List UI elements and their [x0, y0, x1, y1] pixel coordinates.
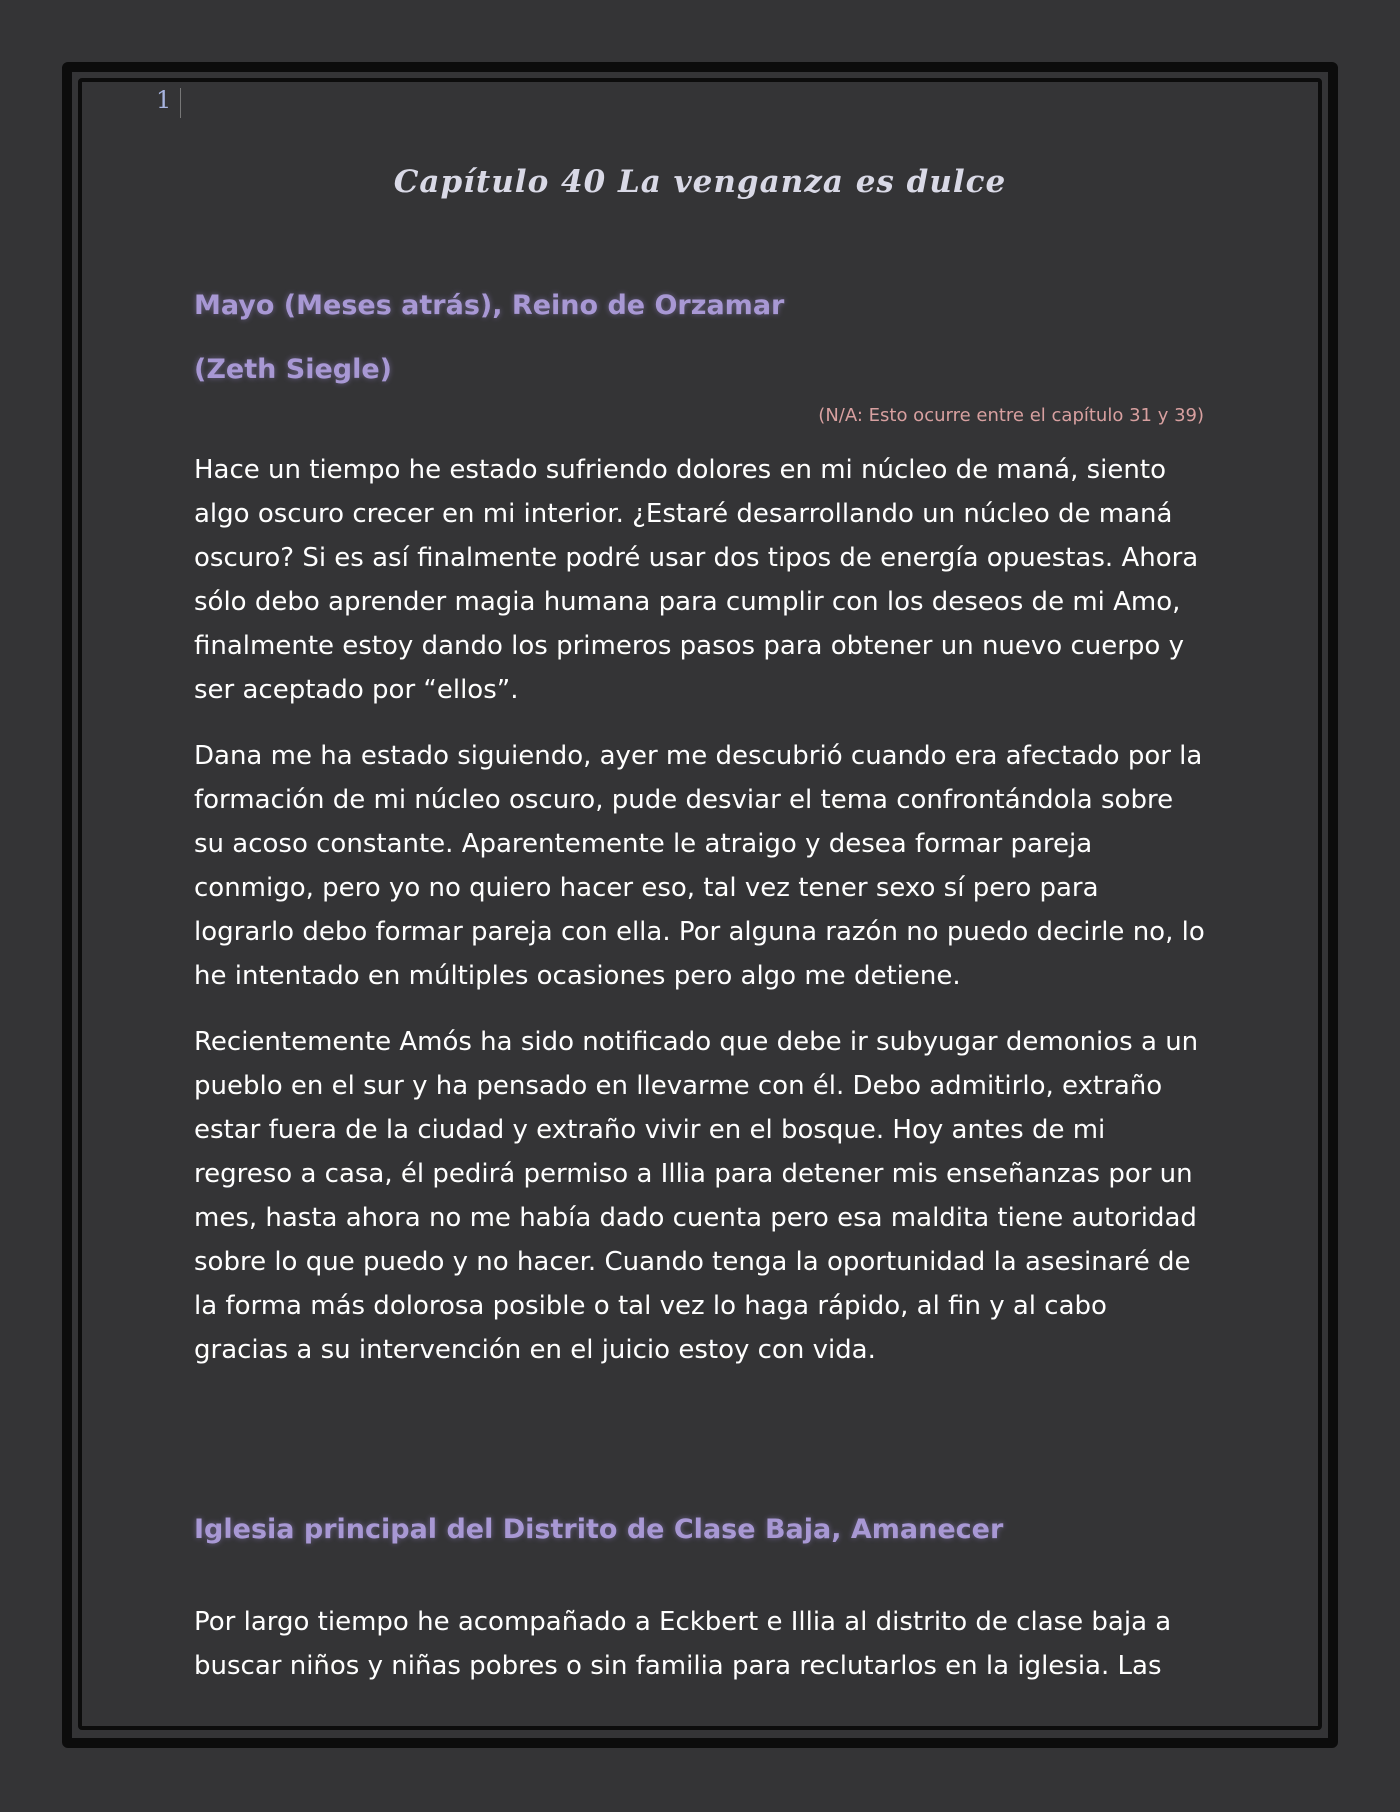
chapter-title: Capítulo 40 La venganza es dulce: [393, 164, 1007, 200]
section-heading-church: Iglesia principal del Distrito de Clase Baja, Amanecer: [194, 1514, 1004, 1545]
body-paragraph-2: Dana me ha estado siguiendo, ayer me descubrió cuando era afectado por la formación de mi núcleo oscuro, pude desviar el tema confrontándola sobre su acoso constante. Aparentemente le atraigo y desea formar pareja conmigo, pero yo no quiero hacer eso, tal vez tener sexo sí pero para lograrlo debo formar pareja con ella. Por alguna razón no puedo decirle no, lo he intentado en múltiples ocasiones pero algo me detiene.: [194, 741, 1205, 991]
document-content: [194, 150, 1206, 1688]
section-heading-location: Mayo (Meses atrás), Reino de Orzamar: [194, 290, 785, 321]
section-heading-narrator: (Zeth Siegle): [194, 354, 393, 385]
author-note: (N/A: Esto ocurre entre el capítulo 31 y 39): [818, 405, 1204, 426]
page-number-divider: [180, 88, 181, 118]
body-paragraph-1: Hace un tiempo he estado sufriendo dolores en mi núcleo de maná, siento algo oscuro crecer en mi interior. ¿Estaré desarrollando un núcleo de maná oscuro? Si es así finalmente podré usar dos tipos de energía opuestas. Ahora sólo debo aprender magia humana para cumplir con los deseos de mi Amo, finalmente estoy dando los primeros pasos para obtener un nuevo cuerpo y ser aceptado por “ellos”.: [194, 455, 1199, 705]
body-paragraph-3: Recientemente Amós ha sido notificado que debe ir subyugar demonios a un pueblo en el sur y ha pensado en llevarme con él. Debo admitirlo, extraño estar fuera de la ciudad y extraño vivir en el bosque. Hoy antes de mi regreso a casa, él pedirá permiso a Illia para detener mis enseñanzas por un mes, hasta ahora no me había dado cuenta pero esa maldita tiene autoridad sobre lo que puedo y no hacer. Cuando tenga la oportunidad la asesinaré de la forma más dolorosa posible o tal vez lo haga rápido, al fin y al cabo gracias a su intervención en el juicio estoy con vida.: [194, 1027, 1199, 1365]
body-paragraph-4: Por largo tiempo he acompañado a Eckbert e Illia al distrito de clase baja a buscar niños y niñas pobres o sin familia para reclutarlos en la iglesia. Las: [194, 1607, 1172, 1681]
page-number: 1: [156, 86, 172, 114]
